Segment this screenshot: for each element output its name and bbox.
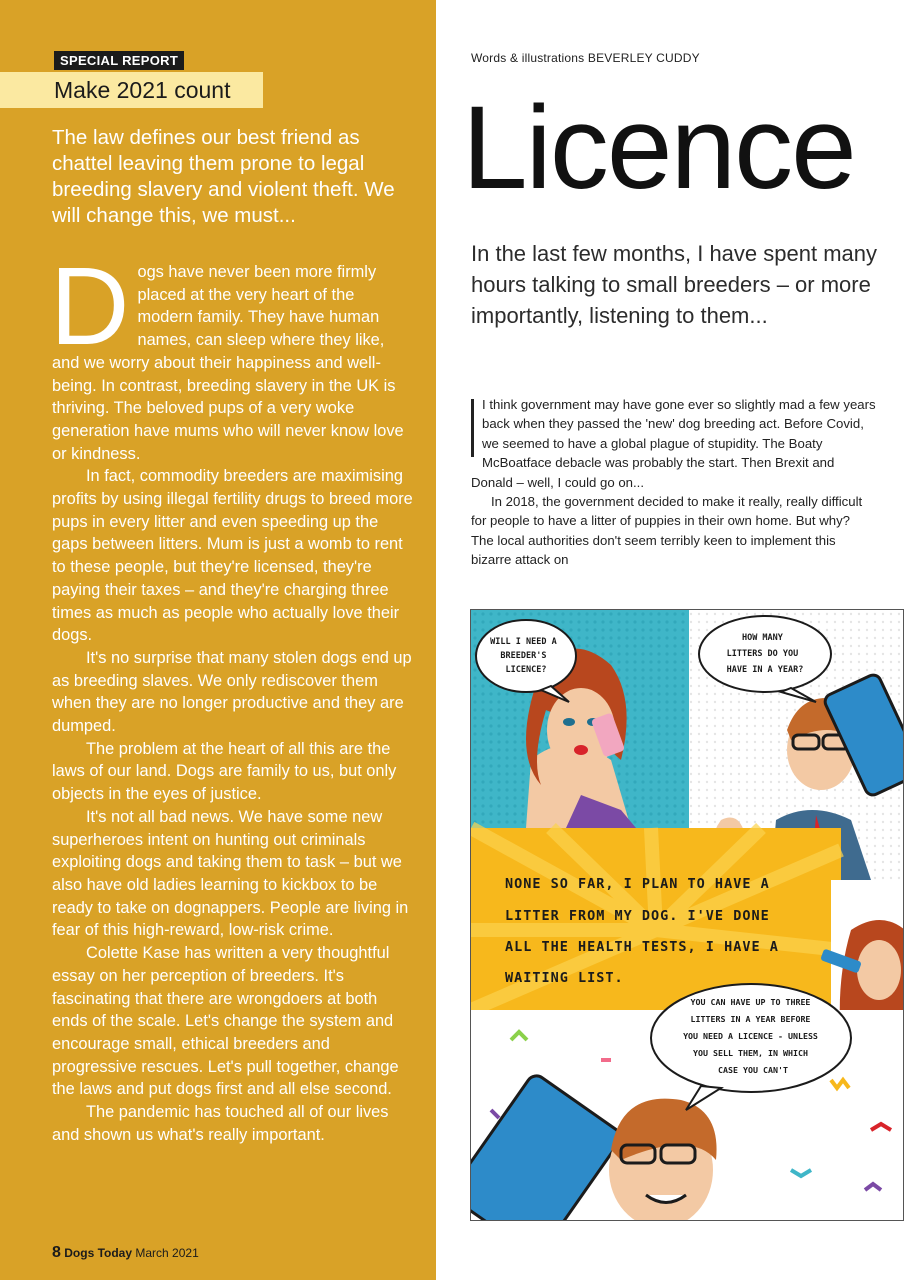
bubble4-line: YOU NEED A LICENCE - UNLESS <box>683 1031 818 1041</box>
body-paragraph: Dogs have never been more firmly placed at the very heart of the modern family. They have human names, can sleep where they like, and we worry about their happiness and well-being. In contrast, breeding slavery in the UK is thriving. The beloved pups of a very woke generation have mums who will never know love or kindness. <box>50 245 404 463</box>
bubble2-line: HAVE IN A YEAR? <box>726 665 804 675</box>
body-paragraph: It's not all bad news. We have some new superheroes intent on hunting out criminals exploiting dogs and taking them to task – but we also have old ladies learning to kickbox to be ready to take on dognappers. People are living in fear of this high-reward, low-risk crime. <box>52 807 409 940</box>
bubble4-line: YOU CAN HAVE UP TO THREE <box>690 997 811 1007</box>
bubble4-line: LITTERS IN A YEAR BEFORE <box>690 1014 811 1024</box>
magazine-name: Dogs Today <box>64 1246 133 1260</box>
body-paragraph: The problem at the heart of all this are the laws of our land. Dogs are family to us, but only objects in the eyes of justice. <box>52 739 397 804</box>
body-paragraph: The pandemic has touched all of our lives and shown us what's really important. <box>52 1103 389 1144</box>
caption3-line: NONE SO FAR, I PLAN TO HAVE A <box>505 876 770 892</box>
drop-bar <box>471 399 474 457</box>
headline: Licence <box>462 82 855 214</box>
kicker-banner: Make 2021 count <box>0 72 263 108</box>
page-number: 8 <box>52 1244 61 1261</box>
caption3-line: LITTER FROM MY DOG. I'VE DONE <box>505 908 770 924</box>
body-paragraph: It's no surprise that many stolen dogs end up as breeding slaves. We only rediscover them when they are no longer productive and they are dumped. <box>52 648 412 736</box>
section-tag: SPECIAL REPORT <box>54 51 184 70</box>
bubble4-line: YOU SELL THEM, IN WHICH <box>693 1048 808 1058</box>
article-text <box>471 395 876 570</box>
comic-svg <box>471 610 904 1221</box>
byline: Words & illustrations BEVERLEY CUDDY <box>471 51 700 65</box>
bubble1-line: LICENCE? <box>505 665 547 675</box>
body-paragraph: Colette Kase has written a very thoughtful essay on her perception of breeders. It's fascinating that there are wrongdoers at both ends of the scale. Let's change the system and encourage small, ethical breeders and progressive rescues. Let's pull together, change the laws and put dogs first and all else second. <box>52 944 399 1099</box>
article-paragraph: I think government may have gone ever so slightly mad a few years back when they passed the 'new' dog breeding act. Before Covid, we seemed to have a global plague of stupidity. The Boaty McBoatface debacle was probably the start. Then Brexit and Donald – well, I could go on... <box>471 397 876 490</box>
bubble1-line: WILL I NEED A <box>490 637 557 647</box>
caption3-line: WAITING LIST. <box>505 970 624 986</box>
page-folio <box>52 1244 199 1262</box>
bubble2-line: LITTERS DO YOU <box>726 649 799 659</box>
comic-illustration <box>470 609 904 1221</box>
left-body-text <box>50 245 414 1146</box>
standfirst: The law defines our best friend as chattel leaving them prone to legal breeding slavery and violent theft. We will change this, we must... <box>52 126 395 227</box>
bubble4-line: CASE YOU CAN'T <box>718 1065 788 1075</box>
bubble2-line: HOW MANY <box>741 633 783 643</box>
caption3-line: ALL THE HEALTH TESTS, I HAVE A <box>505 939 779 955</box>
bubble1-line: BREEDER'S <box>500 651 547 661</box>
drop-cap: D <box>50 245 130 368</box>
body-paragraph: In fact, commodity breeders are maximising profits by using illegal fertility drugs to breed more pups in every litter and even speeding up the gaps between litters. Mum is just a womb to rent to these people, but they're licensed, they're paying their taxes – and they're charging three times as much as people who actually love their dogs. <box>52 467 413 645</box>
article-paragraph: In 2018, the government decided to make it really, really difficult for people to have a litter of puppies in their own home. But why? The local authorities don't seem terribly keen to implement this bizarre attack on <box>471 494 863 568</box>
issue-date: March 2021 <box>135 1246 199 1260</box>
intro-text: In the last few months, I have spent many hours talking to small breeders – or more importantly, listening to them... <box>471 241 877 328</box>
